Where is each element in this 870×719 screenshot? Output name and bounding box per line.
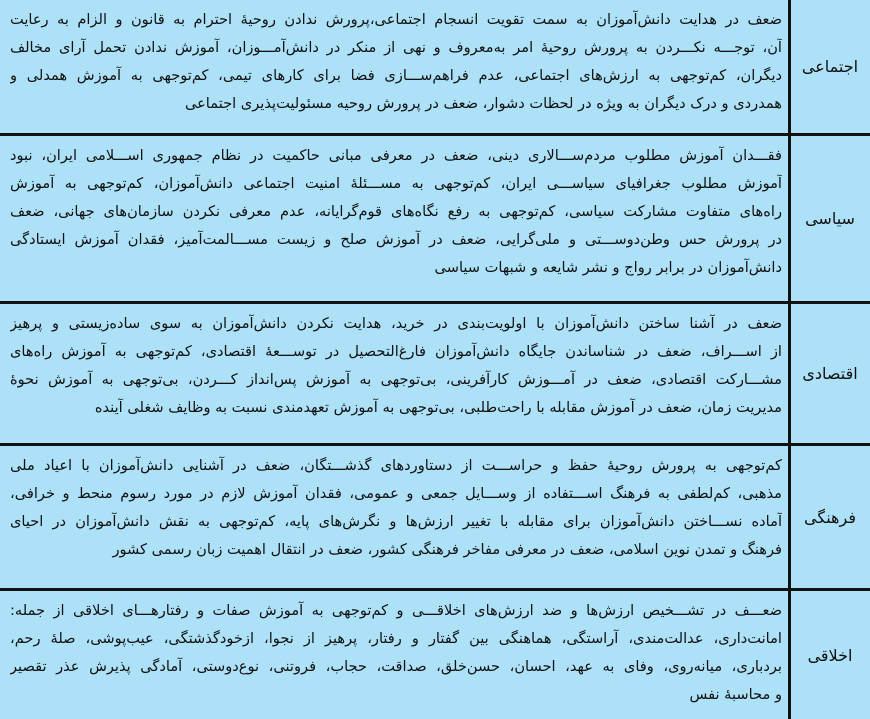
description-line: ضعف در هدایت دانش‌آموزان به سمت تقویت انسجام اجتماعی،پرورش ندادن روحیهٔ احترام به قانون و الزام به رعایت xyxy=(10,11,782,28)
description-line: همدردی و درک دیگران به ویژه در لحظات دشوار، ضعف در پرورش روحیه مسئولیت‌پذیری اجتماعی xyxy=(184,95,782,112)
description-line: آماده نســـاختن دانش‌آموزان برای مقابله با تغییر ارزش‌ها و نگرش‌های پایه، کم‌توجهی به نقش دانش‌آموزان در احیای xyxy=(10,513,782,530)
description-cell-cultural xyxy=(6,446,786,588)
category-cell-ethical: اخلاقی xyxy=(807,645,853,665)
description-cell-economic xyxy=(6,304,786,443)
description-line: امانت‌داری، عدالت‌مندی، آراستگی، هماهنگی بین گفتار و رفتار، پرهیز از نجوا، ازخودگذشتگی، عیب‌پوشی، صلهٔ رحم، xyxy=(10,630,782,647)
description-line: راه‌های متفاوت مشارکت سیاسی، کم‌توجهی به رفع نگاه‌های قوم‌گرایانه، عدم معرفی نکردن سازمان‌های جهانی، ضعف xyxy=(10,203,782,220)
description-line: مدیریت زمان، ضعف در آموزش مقابله با راحت‌طلبی، بی‌توجهی به آموزش تعهدمندی نسبت به وظایف شغلی آینده xyxy=(94,399,782,416)
description-line: فقـــدان آموزش مطلوب مردم‌ســـالاری دینی، ضعف در معرفی مبانی حاکمیت در نظام جمهوری اســـلامی ایران، نبود xyxy=(10,147,782,164)
description-cell-ethical xyxy=(6,591,786,719)
description-line: ضعـــف در تشـــخیص ارزش‌ها و ضد ارزش‌های اخلاقـــی و کم‌توجهی به آموزش صفات و رفتارهـــای اخلاقی از جمله: xyxy=(10,602,782,619)
description-line: و محاسبهٔ نفس xyxy=(689,686,782,703)
description-cell-political xyxy=(6,136,786,301)
description-line: دیگران، کم‌توجهی به ارزش‌های اجتماعی، عدم فراهم‌ســـازی فضا برای کارهای تیمی، کم‌توجهی به آموزش همدلی و xyxy=(10,67,782,84)
table-row-social xyxy=(0,0,870,136)
description-line: ضعف در آشنا ساختن دانش‌آموزان با اولویت‌بندی در خرید، هدایت نکردن دانش‌آموزان به سوی ساده‌زیستی و پرهیز xyxy=(10,315,782,332)
description-line: مشـــارکت اقتصادی، ضعف در آمـــوزش کارآفرینی، بی‌توجهی به آموزش پس‌انداز کـــردن، بی‌توجهی به آموزش نحوهٔ xyxy=(10,371,782,388)
category-cell-social: اجتماعی xyxy=(801,57,859,76)
category-cell-economic: اقتصادی xyxy=(802,364,858,383)
description-line: از اســـراف، ضعف در شناساندن جایگاه دانش‌آموزان فارغ‌التحصیل در توســـعهٔ اقتصادی، کم‌توجهی به آموزش راه‌های xyxy=(10,343,782,360)
table-row-political xyxy=(0,136,870,304)
table-row-economic xyxy=(0,304,870,446)
description-line: آموزش مطلوب جغرافیای سیاســـی ایران، کم‌توجهی به مســـئلهٔ امنیت اجتماعی دانش‌آموزان، کم‌توجهی به آموزش xyxy=(10,175,782,192)
description-cell-social xyxy=(6,0,786,133)
category-cell-cultural: فرهنگی xyxy=(804,507,856,527)
description-line: بردباری، میانه‌روی، وفای به عهد، احسان، حسن‌خلق، صداقت، حجاب، فروتنی، نوع‌دوستی، آمادگی پذیرش عذر تقصیر xyxy=(10,658,782,675)
column-divider xyxy=(788,0,791,719)
description-line: مذهبی، کم‌لطفی به فرهنگ اســـتفاده از وســـایل جمعی و عمومی، فقدان آموزش لازم در مورد رسوم منحط و خرافی، xyxy=(10,485,782,502)
description-line: فرهنگ و تمدن نوین اسلامی، ضعف در معرفی مفاخر فرهنگی کشور، ضعف در انتقال اهمیت زبان رسمی کشور xyxy=(112,541,782,558)
description-line: آن، توجـــه نکـــردن به پرورش روحیهٔ امر به‌معروف و نهی از منکر در دانش‌آمـــوزان، آموزش ندادن تحمل آرای مخالف xyxy=(10,39,782,56)
table-row-cultural xyxy=(0,446,870,591)
description-line: در پرورش حس وطن‌دوســـتی و ملی‌گرایی، ضعف در آموزش صلح و زیست مســـالمت‌آمیز، فقدان آموزش ایستادگی xyxy=(10,231,782,248)
description-line: دانش‌آموزان در برابر رواج و نشر شایعه و شبهات سیاسی xyxy=(434,259,782,276)
table-row-ethical xyxy=(0,591,870,719)
description-line: کم‌توجهی به پرورش روحیهٔ حفظ و حراســـت از دستاوردهای گذشـــتگان، ضعف در آشنایی دانش‌آموزان با اعیاد ملی xyxy=(10,457,782,474)
category-cell-political: سیاسی xyxy=(805,209,855,228)
